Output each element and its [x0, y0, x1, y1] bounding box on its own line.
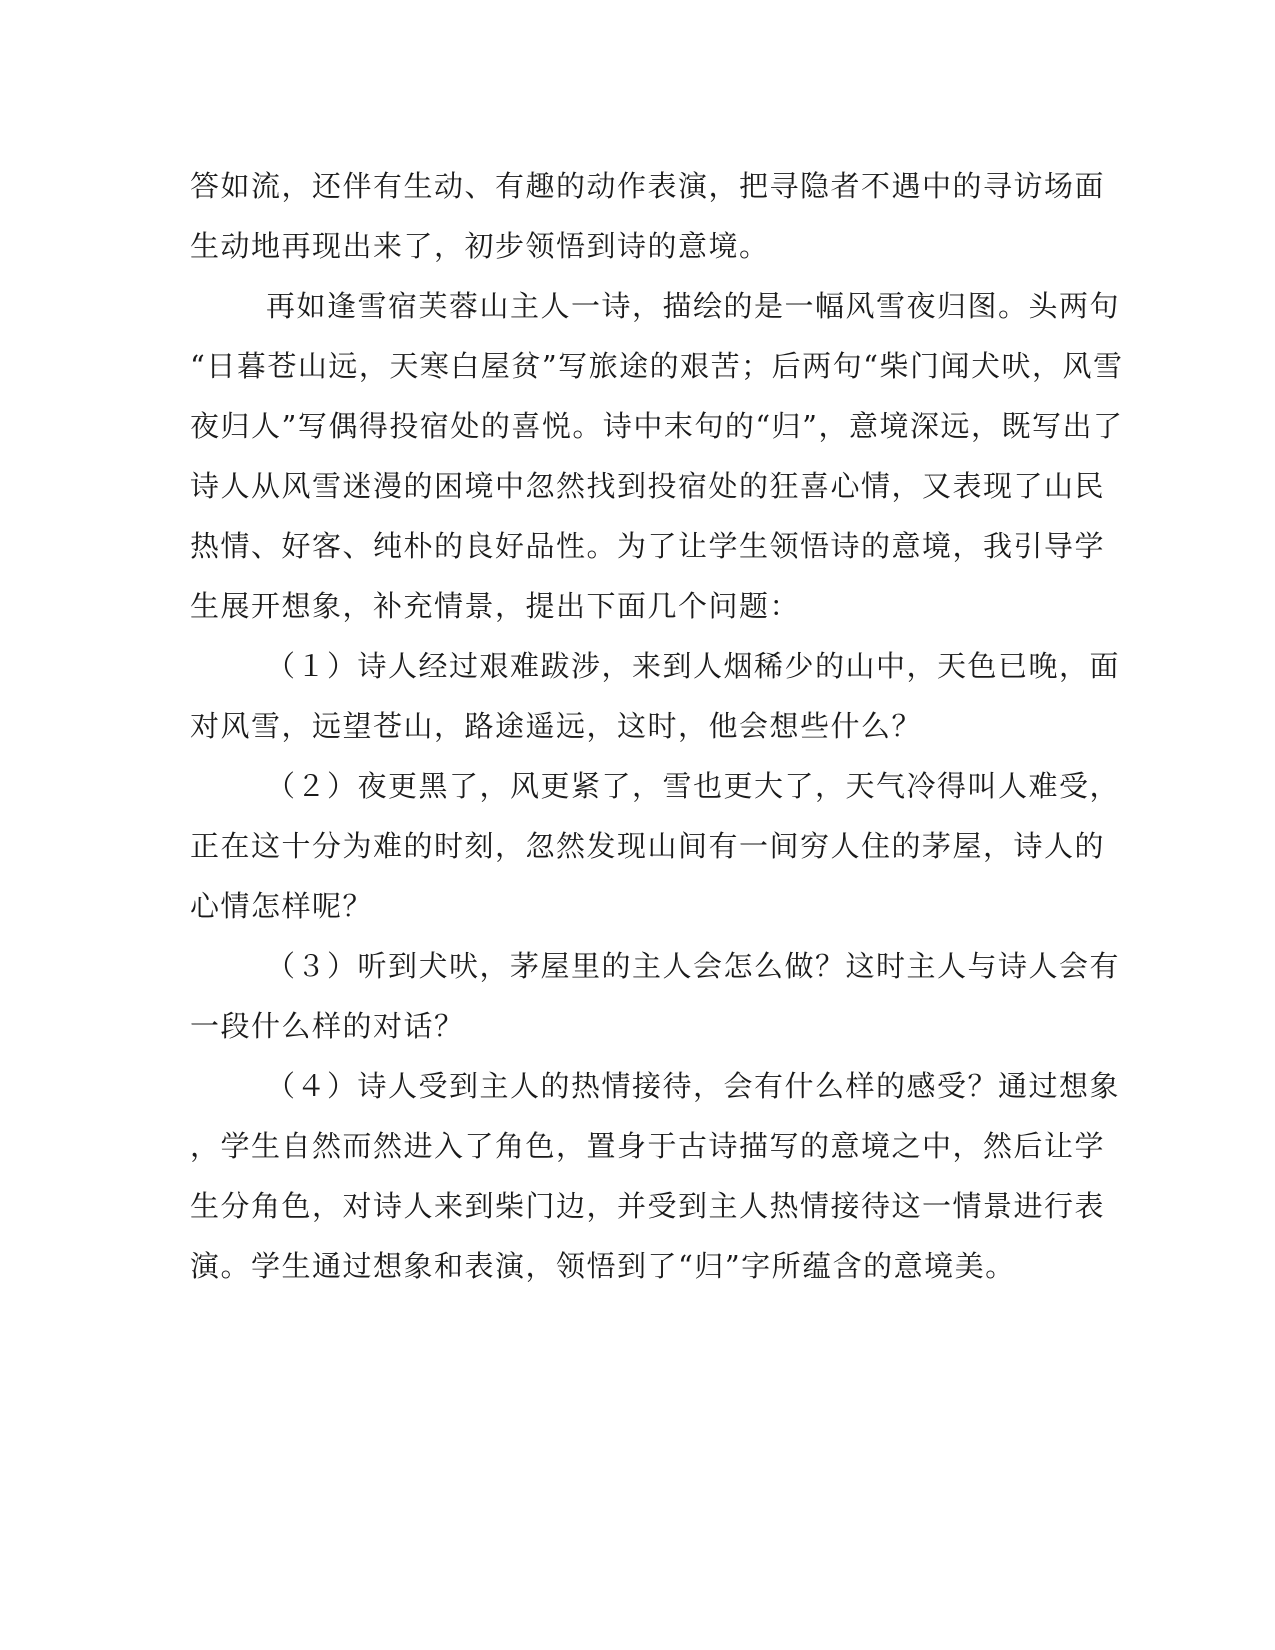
text-line: 心情怎样呢？: [190, 889, 374, 923]
paragraph-question-2: [190, 756, 1121, 936]
text-line: 答如流，还伴有生动、有趣的动作表演，把寻隐者不遇中的寻访场面: [190, 169, 1106, 203]
text-line: 正在这十分为难的时刻，忽然发现山间有一间穷人住的茅屋，诗人的: [190, 829, 1106, 863]
paragraph-question-3: [190, 936, 1121, 1056]
text-line: 热情、好客、纯朴的良好品性。为了让学生领悟诗的意境，我引导学: [190, 529, 1106, 563]
text-line: 对风雪，远望苍山，路途遥远，这时，他会想些什么？: [190, 709, 923, 743]
text-line: 演。学生通过想象和表演，领悟到了“归”字所蕴含的意境美。: [190, 1249, 1016, 1283]
text-line: （３）听到犬吠，茅屋里的主人会怎么做？这时主人与诗人会有: [266, 949, 1121, 983]
paragraph-question-4: [190, 1056, 1121, 1296]
text-line: 生分角色，对诗人来到柴门边，并受到主人热情接待这一情景进行表: [190, 1189, 1106, 1223]
paragraph-poem-analysis: [190, 276, 1124, 636]
text-line: ，学生自然而然进入了角色，置身于古诗描写的意境之中，然后让学: [190, 1129, 1106, 1163]
text-line: 诗人从风雪迷漫的困境中忽然找到投宿处的狂喜心情，又表现了山民: [190, 469, 1106, 503]
text-line: 一段什么样的对话？: [190, 1009, 465, 1043]
text-line: 再如逢雪宿芙蓉山主人一诗，描绘的是一幅风雪夜归图。头两句: [266, 289, 1121, 323]
document-body: [190, 156, 1124, 1296]
text-line: （２）夜更黑了，风更紧了，雪也更大了，天气冷得叫人难受，: [266, 769, 1121, 803]
text-line: 生展开想象，补充情景，提出下面几个问题：: [190, 589, 801, 623]
paragraph-question-1: [190, 636, 1121, 756]
text-line: 夜归人”写偶得投宿处的喜悦。诗中末句的“归”，意境深远，既写出了: [190, 409, 1124, 443]
text-line: （１）诗人经过艰难跋涉，来到人烟稀少的山中，天色已晚，面: [266, 649, 1121, 683]
text-line: “日暮苍山远，天寒白屋贫”写旅途的艰苦；后两句“柴门闻犬吠，风雪: [190, 349, 1124, 383]
text-line: 生动地再现出来了，初步领悟到诗的意境。: [190, 229, 770, 263]
text-line: （４）诗人受到主人的热情接待，会有什么样的感受？通过想象: [266, 1069, 1121, 1103]
paragraph-continuation: [190, 156, 1106, 276]
